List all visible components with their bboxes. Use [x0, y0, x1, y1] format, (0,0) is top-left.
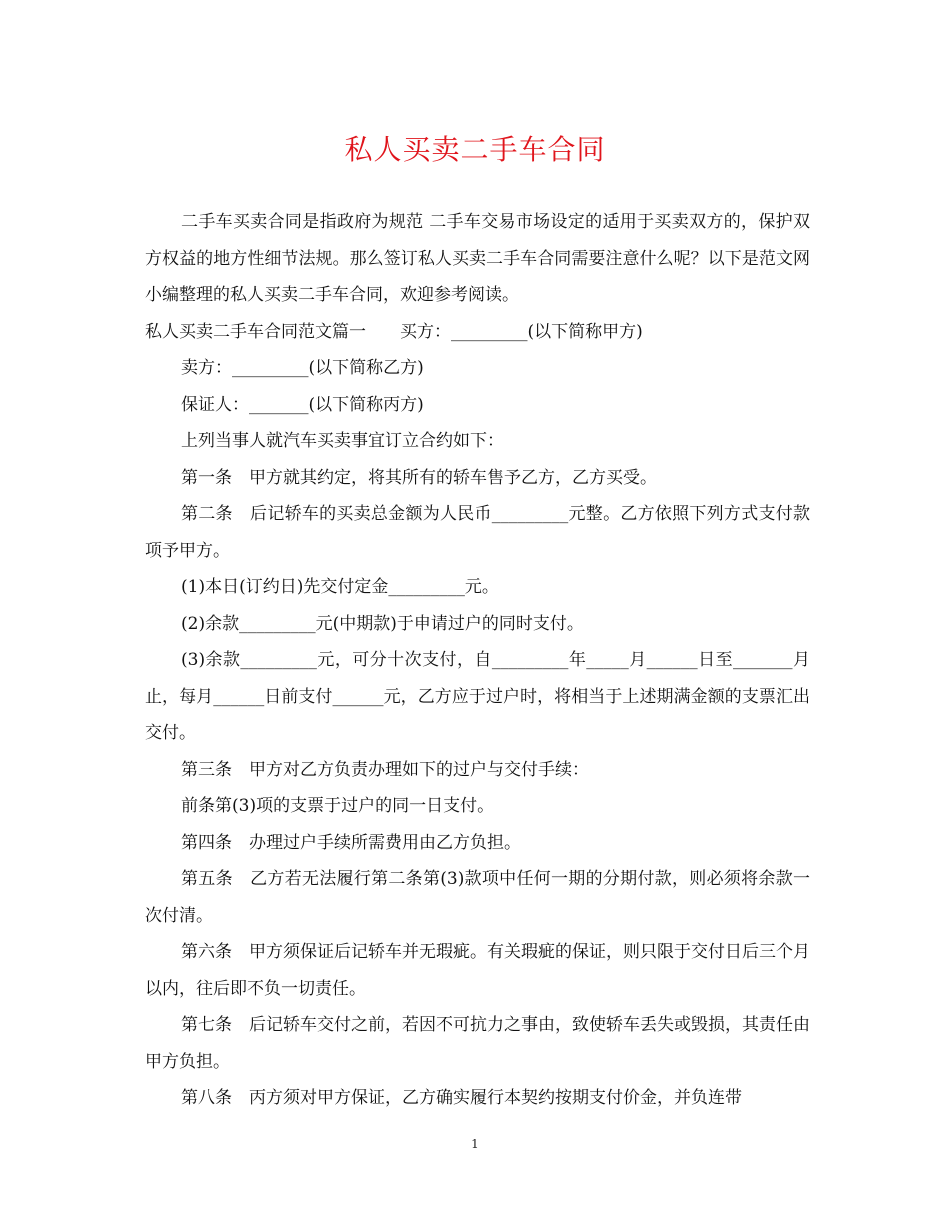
paragraph-item-2: (2)余款_________元(中期款)于申请过户的同时支付。	[181, 613, 584, 634]
paragraph-seller: 卖方：_________(以下简称乙方)	[181, 358, 424, 378]
paragraph-buyer: 私人买卖二手车合同范文篇一 买方：_________(以下简称甲方)	[145, 321, 643, 342]
paragraph-article-3: 第三条 甲方对乙方负责办理如下的过户与交付手续：	[181, 759, 589, 780]
paragraph-article-7: 第七条 后记轿车交付之前，若因不可抗力之事由，致使轿车丢失或毁损，其责任由甲方负担。	[145, 1015, 810, 1072]
document-body	[145, 204, 810, 1117]
paragraph-intro: 二手车买卖合同是指政府为规范 二手车交易市场设定的适用于买卖双方的，保护双方权益的地方性细节法规。那么签订私人买卖二手车合同需要注意什么呢？以下是范文网小编整理的私人买卖二手车合同，欢迎参考阅读。	[145, 212, 810, 305]
paragraph-article-8: 第八条 丙方须对甲方保证，乙方确实履行本契约按期支付价金，并负连带	[181, 1088, 742, 1108]
page-number: 1	[471, 1137, 479, 1151]
paragraph-guarantor: 保证人：_______(以下简称丙方)	[181, 394, 424, 415]
document-title: 私人买卖二手车合同	[344, 133, 606, 166]
paragraph-item-1: (1)本日(订约日)先交付定金_________元。	[181, 577, 499, 597]
paragraph-article-6: 第六条 甲方须保证后记轿车并无瑕疵。有关瑕疵的保证，则只限于交付日后三个月以内，往后即不负一切责任。	[145, 942, 810, 999]
paragraph-article-2: 第二条 后记轿车的买卖总金额为人民币_________元整。乙方依照下列方式支付款项予甲方。	[145, 504, 810, 561]
paragraph-article-5: 第五条 乙方若无法履行第二条第(3)款项中任何一期的分期付款，则必须将余款一次付清。	[145, 869, 810, 926]
paragraph-article-4: 第四条 办理过户手续所需费用由乙方负担。	[181, 832, 521, 853]
paragraph-article-1: 第一条 甲方就其约定，将其所有的轿车售予乙方，乙方买受。	[181, 467, 657, 488]
paragraph-article-3-detail: 前条第(3)项的支票于过户的同一日支付。	[181, 796, 495, 816]
paragraph-item-3: (3)余款_________元，可分十次支付，自_________年_____月______日至_______月止，每月______日前支付______元，乙方应于过户时，将相当于上述期满金额的支票汇出交付。	[145, 650, 810, 743]
paragraph-preamble: 上列当事人就汽车买卖事宜订立合约如下：	[181, 431, 504, 451]
